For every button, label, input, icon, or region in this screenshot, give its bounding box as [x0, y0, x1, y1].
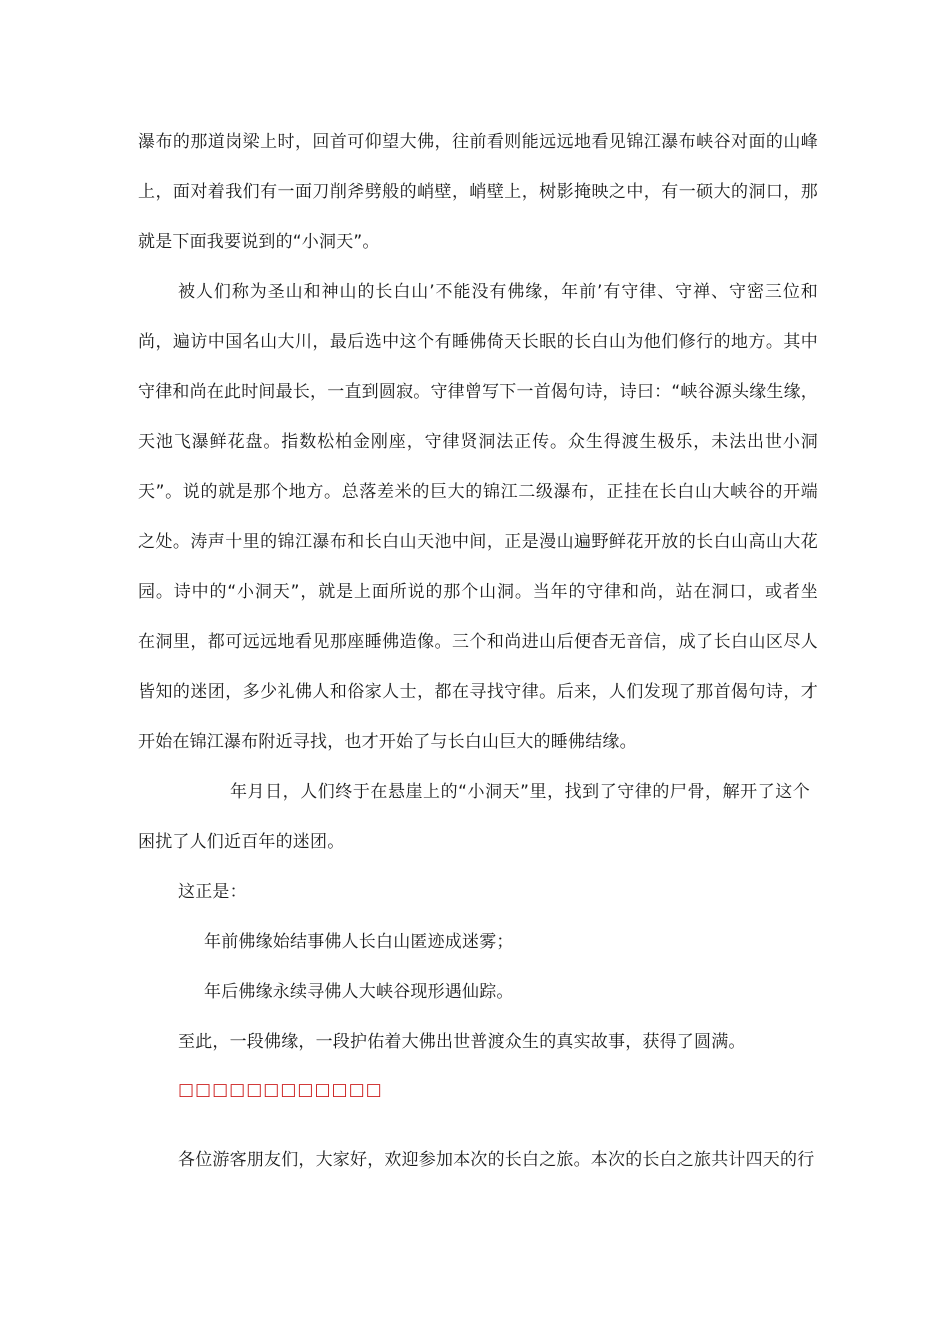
paragraph-2-line-3: 守律和尚在此时间最长，一直到圆寂。守律曾写下一首偈句诗，诗曰：“峡谷源头缘生缘， — [138, 382, 818, 402]
paragraph-2-line-1: 被人们称为圣山和神山的长白山’不能没有佛缘，年前’有守律、守禅、守密三位和 — [178, 282, 818, 302]
paragraph-2-line-2: 尚，遍访中国名山大川，最后选中这个有睡佛倚天长眠的长白山为他们修行的地方。其中 — [138, 332, 818, 352]
paragraph-4: 这正是： — [178, 882, 247, 902]
paragraph-2-line-6: 之处。涛声十里的锦江瀑布和长白山天池中间，正是漫山遍野鲜花开放的长白山高山大花 — [138, 532, 818, 552]
paragraph-1-line-1: 瀑布的那道岗梁上时，回首可仰望大佛，往前看则能远远地看见锦江瀑布峡谷对面的山峰 — [138, 132, 818, 152]
paragraph-1-line-3: 就是下面我要说到的“小洞天”。 — [138, 232, 380, 252]
paragraph-2-line-9: 皆知的迷团，多少礼佛人和俗家人士，都在寻找守律。后来，人们发现了那首偈句诗，才 — [138, 682, 818, 702]
paragraph-2-line-8: 在洞里，都可远远地看见那座睡佛造像。三个和尚进山后便杳无音信，成了长白山区尽人 — [138, 632, 818, 652]
paragraph-3-line-1: 年月日，人们终于在悬崖上的“小洞天”里，找到了守律的尸骨，解开了这个 — [230, 782, 810, 802]
poem-line-1: 年前佛缘始结事佛人长白山匿迹成迷雾； — [204, 932, 514, 952]
paragraph-3-line-2: 困扰了人们近百年的迷团。 — [138, 832, 345, 852]
paragraph-2-line-7: 园。诗中的“小洞天”，就是上面所说的那个山洞。当年的守律和尚，站在洞口，或者坐 — [138, 582, 818, 602]
paragraph-2-line-4: 天池飞瀑鲜花盘。指数松柏金刚座，守律贤洞法正传。众生得渡生极乐，未法出世小洞 — [138, 432, 818, 452]
red-placeholder-boxes: □□□□□□□□□□□□ — [178, 1080, 383, 1100]
paragraph-1-line-2: 上，面对着我们有一面刀削斧劈般的峭壁，峭壁上，树影掩映之中，有一硕大的洞口，那 — [138, 182, 818, 202]
poem-line-2: 年后佛缘永续寻佛人大峡谷现形遇仙踪。 — [204, 982, 514, 1002]
paragraph-2-line-10: 开始在锦江瀑布附近寻找，也才开始了与长白山巨大的睡佛结缘。 — [138, 732, 637, 752]
paragraph-5: 至此，一段佛缘，一段护佑着大佛出世普渡众生的真实故事，获得了圆满。 — [178, 1032, 746, 1052]
paragraph-6-line-1: 各位游客朋友们，大家好，欢迎参加本次的长白之旅。本次的长白之旅共计四天的行 — [178, 1150, 815, 1170]
paragraph-2-line-5: 天”。说的就是那个地方。总落差米的巨大的锦江二级瀑布，正挂在长白山大峡谷的开端 — [138, 482, 818, 502]
